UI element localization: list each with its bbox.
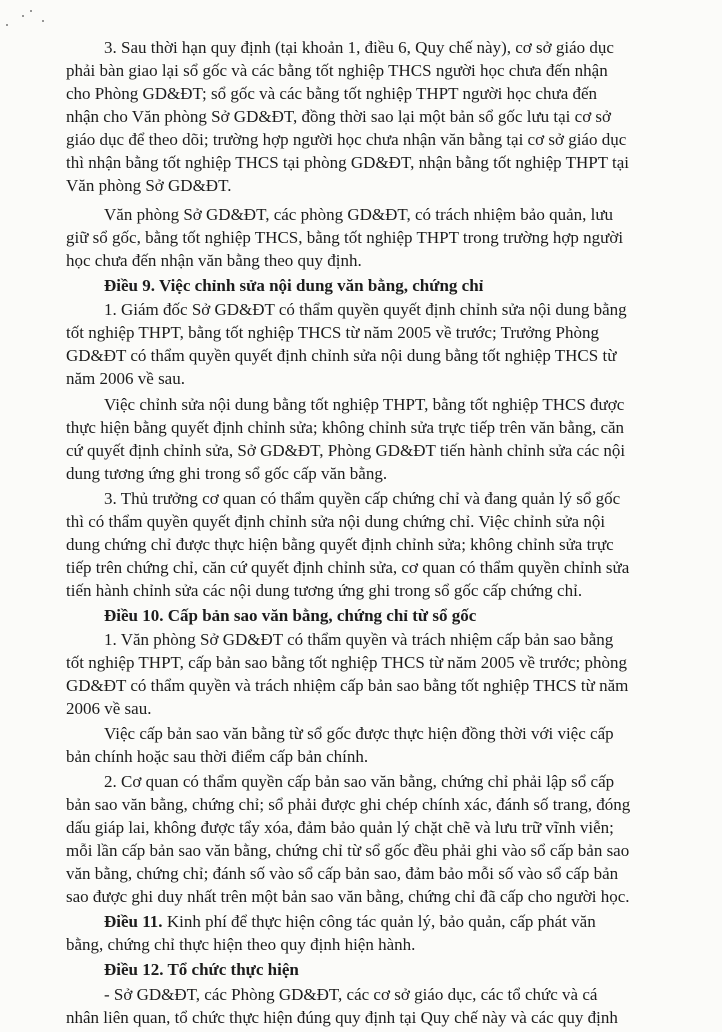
text-line: 1. Văn phòng Sở GD&ĐT có thẩm quyền và trách nhiệm cấp bản sao bằng <box>104 630 614 649</box>
article-heading: Điều 11. <box>104 912 163 931</box>
text-line: thì có thẩm quyền quyết định chỉnh sửa nội dung chứng chỉ. Việc chỉnh sửa nội <box>66 512 606 531</box>
text-line: Văn phòng Sở GD&ĐT, các phòng GD&ĐT, có trách nhiệm bảo quản, lưu <box>104 205 614 224</box>
scan-speck <box>22 15 24 17</box>
text-line: - Sở GD&ĐT, các Phòng GD&ĐT, các cơ sở giáo dục, các tổ chức và cá <box>104 985 598 1004</box>
text-line: 2. Cơ quan có thẩm quyền cấp bản sao văn bằng, chứng chỉ phải lập sổ cấp <box>104 772 615 791</box>
text-line: cứ quyết định chỉnh sửa, Sở GD&ĐT, Phòng GD&ĐT tiến hành chỉnh sửa các nội <box>66 441 626 460</box>
text-line: tốt nghiệp THPT, cấp bản sao bằng tốt nghiệp THCS từ năm 2005 về trước; phòng <box>66 653 627 672</box>
text-line: Việc chỉnh sửa nội dung bằng tốt nghiệp THPT, bằng tốt nghiệp THCS được <box>104 395 625 414</box>
text-line: học chưa đến nhận văn bằng theo quy định. <box>66 251 362 270</box>
text-line <box>104 911 596 933</box>
text-line: giáo dục để theo dõi; trường hợp người học chưa nhận văn bằng tại cơ sở giáo dục <box>66 130 627 149</box>
text-line: văn bằng, chứng chỉ; đánh số vào sổ cấp bản sao, đảm bảo mỗi số vào sổ cấp bản <box>66 864 619 883</box>
article-heading: Điều 10. Cấp bản sao văn bằng, chứng chỉ từ sổ gốc <box>104 606 477 625</box>
text-line: GD&ĐT có thẩm quyền và trách nhiệm cấp bản sao bằng tốt nghiệp THCS từ năm <box>66 676 629 695</box>
text-line: tốt nghiệp THPT, bằng tốt nghiệp THCS từ năm 2005 về trước; Trưởng Phòng <box>66 323 599 342</box>
text-line: thực hiện bằng quyết định chỉnh sửa; không chỉnh sửa trực tiếp trên văn bằng, căn <box>66 418 625 437</box>
text-line: 3. Sau thời hạn quy định (tại khoản 1, điều 6, Quy chế này), cơ sở giáo dục <box>104 38 614 57</box>
text-line: tiến hành chỉnh sửa các nội dung tương ứng ghi trong sổ gốc cấp chứng chỉ. <box>66 581 583 600</box>
scan-speck <box>42 20 44 22</box>
scan-speck <box>6 24 8 26</box>
text-line: bản chính hoặc sau thời điểm cấp bản chính. <box>66 747 369 766</box>
text-line: nhận cho Văn phòng Sở GD&ĐT, đồng thời sao lại một bản sổ gốc lưu tại cơ sở <box>66 107 612 126</box>
article-heading: Điều 9. Việc chỉnh sửa nội dung văn bằng, chứng chỉ <box>104 276 484 295</box>
text-line: 2006 về sau. <box>66 699 152 718</box>
text-line: dấu giáp lai, không được tẩy xóa, đảm bảo quản lý chặt chẽ và lưu trữ vĩnh viễn; <box>66 818 614 837</box>
text-line: tiếp trên chứng chỉ, căn cứ quyết định chỉnh sửa, cơ quan có thẩm quyền chỉnh sửa <box>66 558 630 577</box>
text-segment: Kinh phí để thực hiện công tác quản lý, bảo quản, cấp phát văn <box>162 912 596 931</box>
text-line: sao được ghi duy nhất trên một bản sao văn bằng, chứng chỉ đã cấp cho người học. <box>66 887 630 906</box>
text-line: dung tương ứng ghi trong sổ gốc cấp văn bằng. <box>66 464 388 483</box>
text-line: bản sao văn bằng, chứng chỉ; sổ phải được ghi chép chính xác, đánh số trang, đóng <box>66 795 631 814</box>
text-line: Việc cấp bản sao văn bằng từ sổ gốc được thực hiện đồng thời với việc cấp <box>104 724 614 743</box>
text-line: GD&ĐT có thẩm quyền quyết định chỉnh sửa nội dung bằng tốt nghiệp THCS từ <box>66 346 617 365</box>
text-line: bằng, chứng chỉ thực hiện theo quy định hiện hành. <box>66 935 416 954</box>
text-line: mỗi lần cấp bản sao văn bằng, chứng chỉ từ sổ gốc đều phải ghi vào sổ cấp bản sao <box>66 841 630 860</box>
text-line: phải bàn giao lại sổ gốc và các bằng tốt nghiệp THCS người học chưa đến nhận <box>66 61 608 80</box>
text-line: giữ sổ gốc, bằng tốt nghiệp THCS, bằng tốt nghiệp THPT trong trường hợp người <box>66 228 624 247</box>
scan-speck <box>30 10 32 12</box>
text-line: 1. Giám đốc Sở GD&ĐT có thẩm quyền quyết định chỉnh sửa nội dung bằng <box>104 300 627 319</box>
text-line: nhân liên quan, tổ chức thực hiện đúng quy định tại Quy chế này và các quy định <box>66 1008 618 1027</box>
text-line: năm 2006 về sau. <box>66 369 185 388</box>
article-heading: Điều 12. Tổ chức thực hiện <box>104 960 299 979</box>
text-line: dung chứng chỉ được thực hiện bằng quyết định chỉnh sửa; không chỉnh sửa trực <box>66 535 614 554</box>
text-line: thì nhận bằng tốt nghiệp THCS tại phòng GD&ĐT, nhận bằng tốt nghiệp THPT tại <box>66 153 630 172</box>
text-line: 3. Thủ trưởng cơ quan có thẩm quyền cấp chứng chỉ và đang quản lý sổ gốc <box>104 489 621 508</box>
text-line: cho Phòng GD&ĐT; sổ gốc và các bằng tốt nghiệp THPT người học chưa đến <box>66 84 598 103</box>
text-line: Văn phòng Sở GD&ĐT. <box>66 176 232 195</box>
